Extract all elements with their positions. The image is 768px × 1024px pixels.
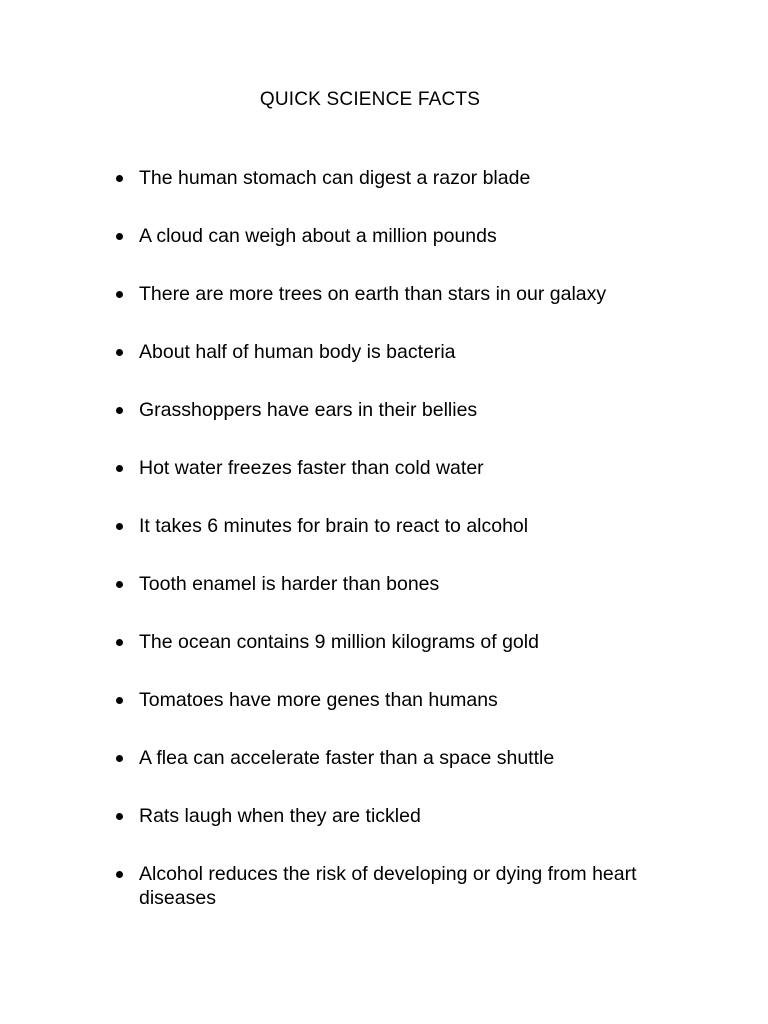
fact-list <box>0 166 768 944</box>
bullet-icon <box>116 813 123 820</box>
fact-text: The human stomach can digest a razor blade <box>139 167 531 189</box>
bullet-icon <box>116 871 123 878</box>
list-item <box>0 688 768 712</box>
bullet-icon <box>116 349 123 356</box>
fact-text: Tomatoes have more genes than humans <box>139 689 498 711</box>
bullet-icon <box>116 697 123 704</box>
fact-text: A flea can accelerate faster than a space shuttle <box>139 747 555 769</box>
list-item <box>0 166 768 190</box>
bullet-icon <box>116 175 123 182</box>
fact-text: Rats laugh when they are tickled <box>139 805 421 827</box>
list-item <box>0 456 768 480</box>
fact-text: The ocean contains 9 million kilograms of gold <box>139 631 539 653</box>
fact-text: About half of human body is bacteria <box>139 341 456 363</box>
fact-text: A cloud can weigh about a million pounds <box>139 225 497 247</box>
list-item <box>0 804 768 828</box>
bullet-icon <box>116 291 123 298</box>
bullet-icon <box>116 407 123 414</box>
bullet-icon <box>116 581 123 588</box>
list-item <box>0 282 768 306</box>
fact-text: It takes 6 minutes for brain to react to alcohol <box>139 515 529 537</box>
list-item <box>0 572 768 596</box>
list-item <box>0 862 768 910</box>
list-item <box>0 224 768 248</box>
list-item <box>0 746 768 770</box>
fact-text: There are more trees on earth than stars in our galaxy <box>139 283 607 305</box>
page-title: QUICK SCIENCE FACTS <box>259 89 481 110</box>
list-item <box>0 340 768 364</box>
bullet-icon <box>116 465 123 472</box>
list-item <box>0 398 768 422</box>
fact-text: Alcohol reduces the risk of developing or dying from heart diseases <box>139 863 637 909</box>
list-item <box>0 630 768 654</box>
list-item <box>0 514 768 538</box>
fact-text: Hot water freezes faster than cold water <box>139 457 484 479</box>
bullet-icon <box>116 639 123 646</box>
fact-text: Tooth enamel is harder than bones <box>139 573 440 595</box>
fact-text: Grasshoppers have ears in their bellies <box>139 399 478 421</box>
bullet-icon <box>116 233 123 240</box>
bullet-icon <box>116 755 123 762</box>
bullet-icon <box>116 523 123 530</box>
